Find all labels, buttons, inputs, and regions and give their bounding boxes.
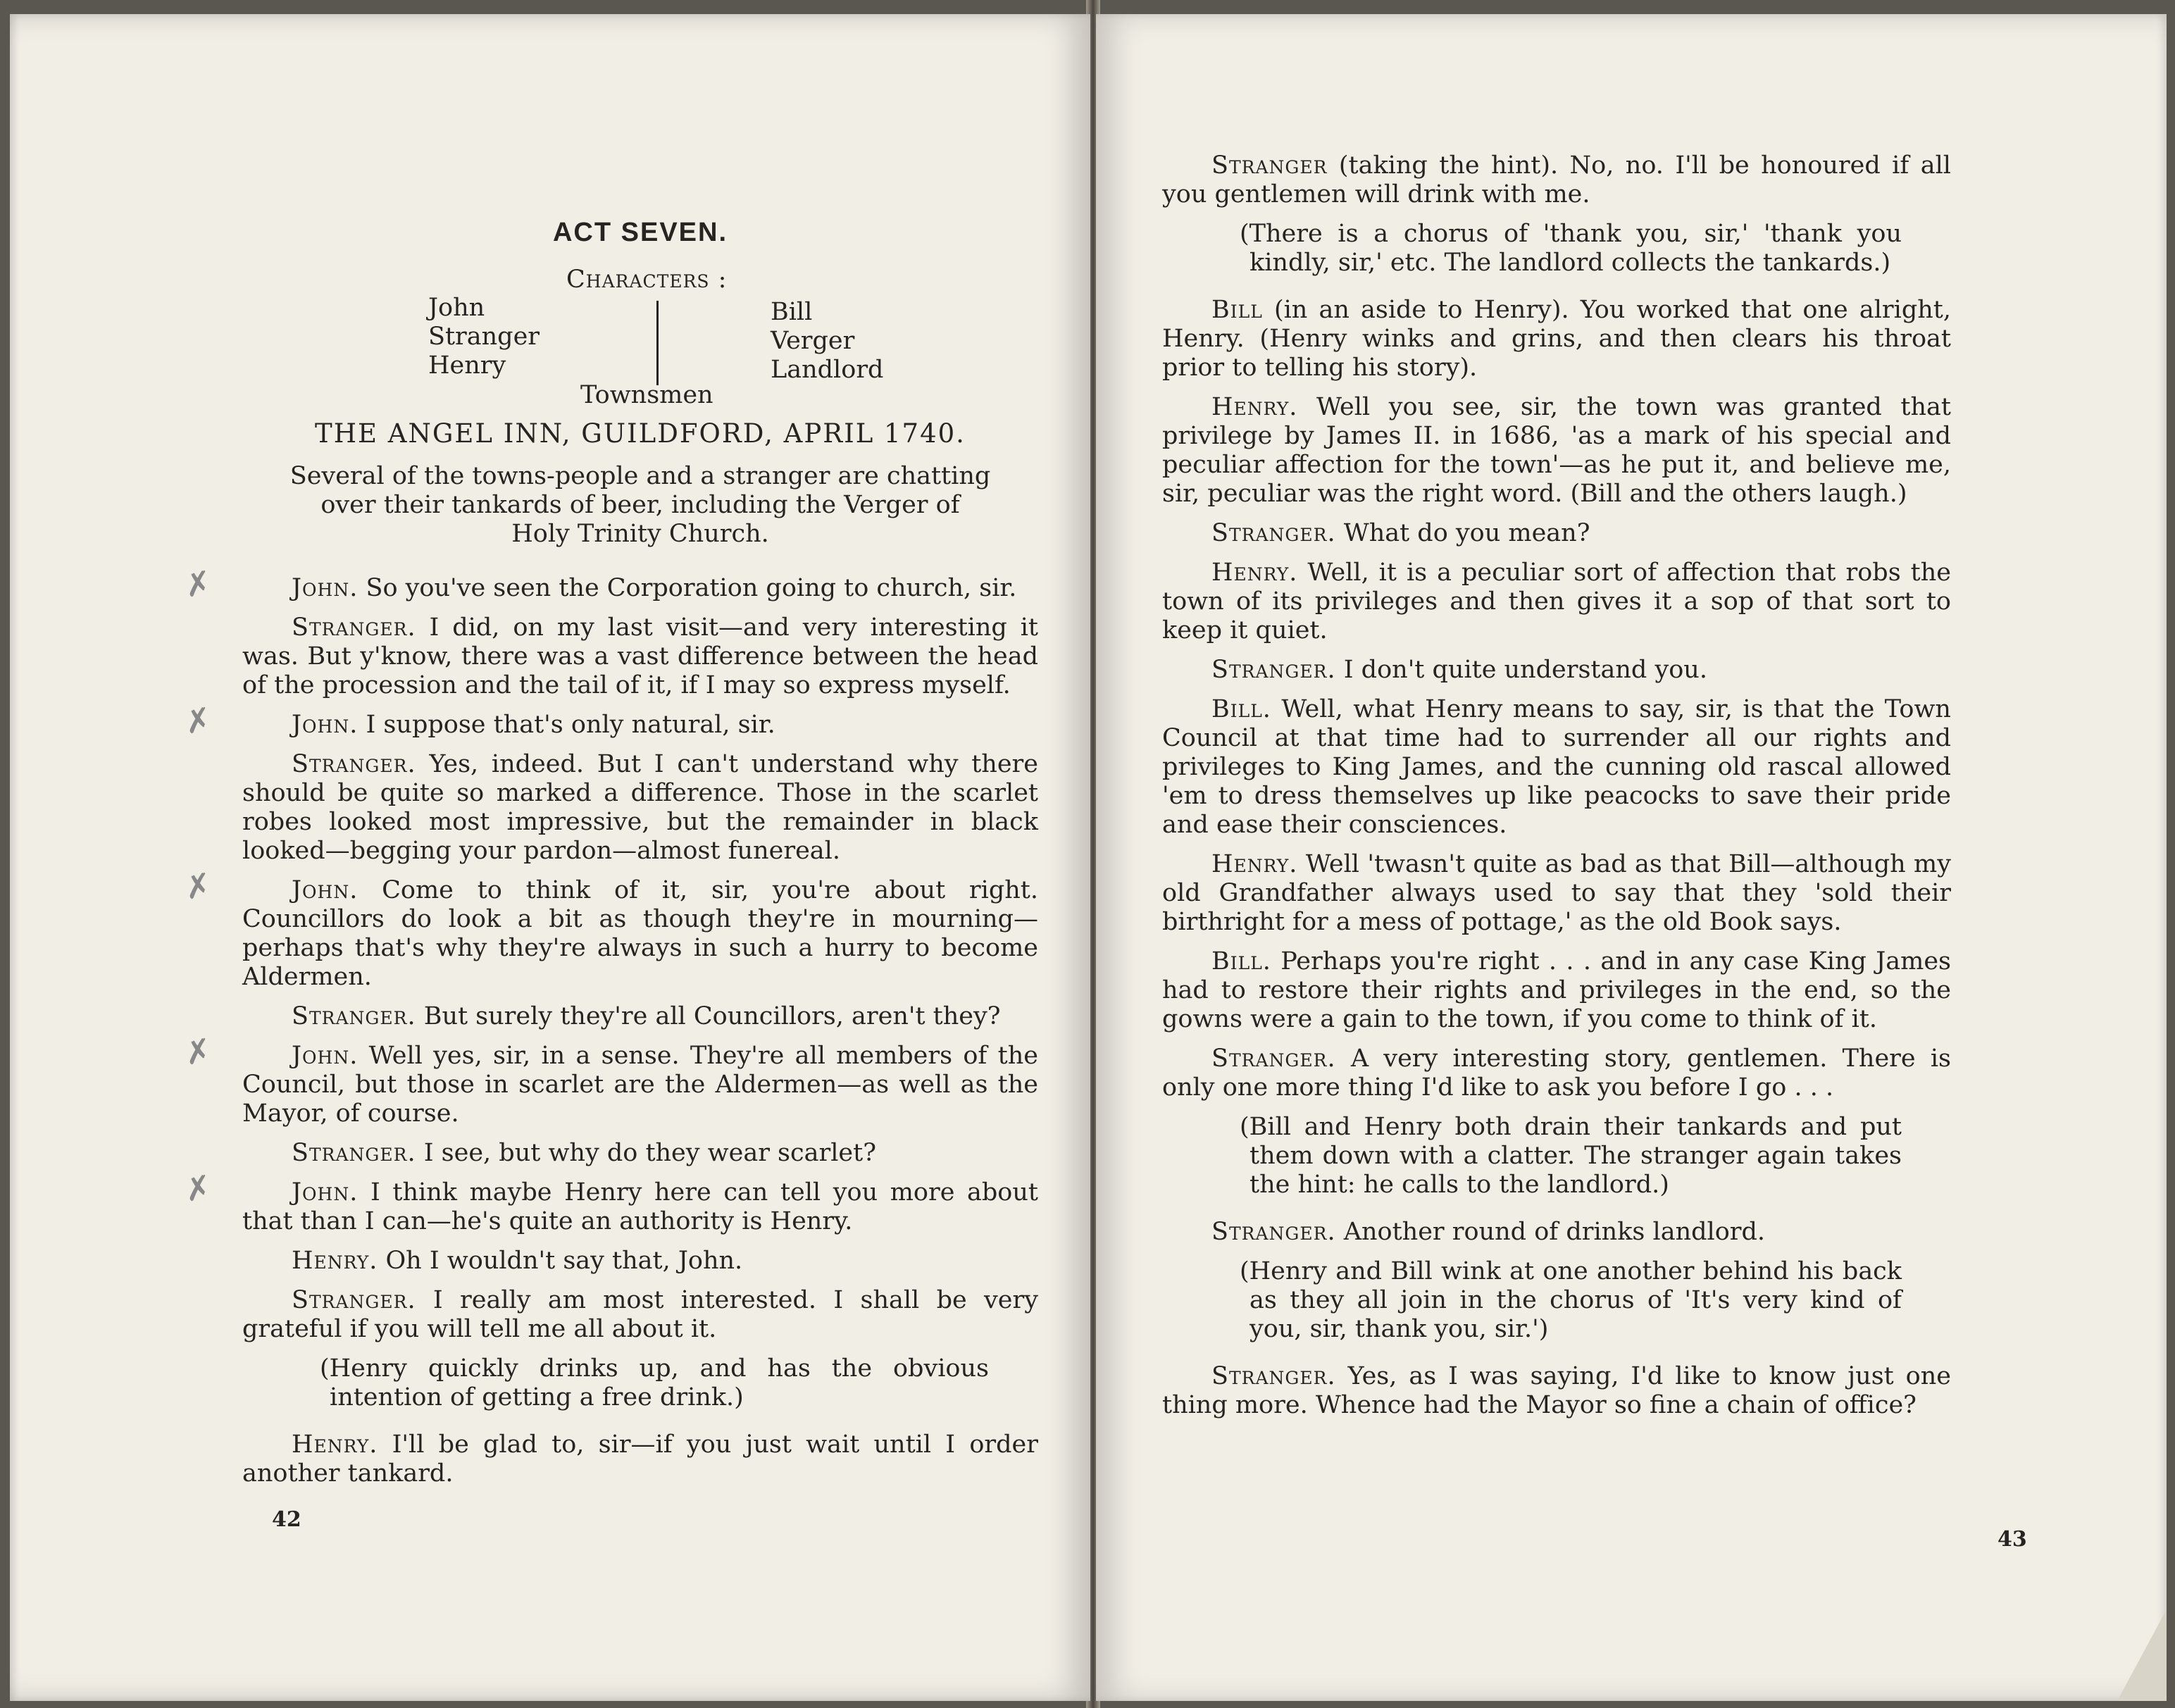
page-number: 43 [1998, 1527, 2027, 1552]
speaker-name: Bill. [1211, 695, 1271, 723]
dialogue-line [181, 865, 1038, 992]
act-title: ACT SEVEN. [552, 218, 728, 247]
speaker-name: Stranger. [292, 1139, 416, 1167]
speaker-name: John. [292, 711, 359, 739]
dialogue-line [1162, 519, 1951, 548]
speaker-name: Bill. [1211, 947, 1271, 975]
dialogue-line [181, 563, 1038, 605]
pencil-mark: ✗ [181, 1030, 215, 1073]
dialogue-line [1162, 1045, 1951, 1102]
stage-direction: (Bill and Henry both drain their tankards and put them down with a clatter. The stranger again takes the hint: he calls to the landlord.) [1240, 1113, 1902, 1199]
stage-direction: (Henry and Bill wink at one another behind his back as they all join in the chorus of 'It's very kind of you, sir, thank you, sir.') [1240, 1257, 1902, 1343]
speaker-name: Stranger. [292, 750, 416, 778]
dialogue-text: I really am most interested. I shall be very grateful if you will tell me all about it. [242, 1286, 1038, 1343]
dialogue-line [1162, 656, 1951, 685]
dialogue-line [242, 1286, 1038, 1344]
speaker-name: Henry. [1211, 393, 1298, 421]
dialogue-text: Well yes, sir, in a sense. They're all members of the Council, but those in scarlet are the Aldermen—as well as the Mayor, of course. [242, 1042, 1038, 1128]
scene-intro: Several of the towns-people and a stranger are chatting over their tankards of beer, including the Verger of Holy Trinity Church. [289, 462, 991, 548]
left-page [10, 14, 1090, 1701]
character-name: Verger [771, 327, 855, 355]
speaker-name: Bill [1211, 296, 1263, 324]
speaker-name: Henry. [1211, 559, 1298, 587]
character-list [242, 266, 1038, 413]
dialogue-text: Come to think of it, sir, you're about right. Councillors do look a bit as though they're in mourning—perhaps that's why they're always in such a hurry to become Aldermen. [242, 876, 1038, 991]
dialogue-text: I think maybe Henry here can tell you more about that than I can—he's quite an authority is Henry. [242, 1178, 1038, 1235]
speaker-name: Henry. [292, 1430, 378, 1459]
dialogue-text: Yes, indeed. But I can't understand why there should be quite so marked a difference. Those in the scarlet robes looked most impressive, but the remainder in black looked—begging your pardon—almost funereal. [242, 750, 1038, 865]
dialogue-text: Well 'twasn't quite as bad as that Bill—although my old Grandfather always used to say that they 'sold their birthright for a mess of pottage,' as the old Book says. [1162, 850, 1951, 936]
speaker-name: Stranger. [1211, 519, 1336, 547]
speaker-name: John. [292, 1042, 359, 1070]
dialogue-text: (taking the hint). No, no. I'll be honoured if all you gentlemen will drink with me. [1162, 151, 1951, 208]
character-divider [656, 301, 659, 385]
dialogue-text: Another round of drinks landlord. [1343, 1218, 1766, 1246]
dialogue-text: I'll be glad to, sir—if you just wait until I order another tankard. [242, 1430, 1038, 1488]
folded-page-corner [2117, 1609, 2167, 1701]
character-name: Stranger [428, 323, 540, 351]
dialogue-text: (in an aside to Henry). You worked that one alright, Henry. (Henry winks and grins, and then clears his throat prior to telling his story). [1162, 296, 1951, 382]
speaker-name: John. [292, 1178, 359, 1207]
right-page [1096, 14, 2167, 1701]
speaker-name: Stranger. [1211, 656, 1336, 684]
left-page-text [181, 204, 1038, 1499]
dialogue-line [1162, 559, 1951, 645]
dialogue-line [181, 699, 1038, 742]
dialogue-line [1162, 1362, 1951, 1420]
stage-direction: (Henry quickly drinks up, and has the obvious intention of getting a free drink.) [320, 1354, 989, 1411]
dialogue-line [242, 750, 1038, 866]
dialogue-text: I see, but why do they wear scarlet? [423, 1139, 876, 1167]
dialogue-line [242, 613, 1038, 700]
speaker-name: Stranger. [292, 613, 416, 642]
dialogue-text: A very interesting story, gentlemen. There is only one more thing I'd like to ask you before I go . . . [1162, 1045, 1951, 1102]
character-name: Henry [428, 351, 506, 380]
dialogue-text: Oh I wouldn't say that, John. [385, 1247, 743, 1275]
dialogue-text: Well, what Henry means to say, sir, is that the Town Council at that time had to surrender all our rights and privileges to King James, and the cunning old rascal allowed 'em to dress themselves up like peacocks to save their pride and ease their consciences. [1162, 695, 1951, 839]
page-number: 42 [272, 1507, 301, 1532]
characters-heading: Characters : [566, 266, 728, 294]
right-page-text [1162, 151, 1951, 1430]
pencil-mark: ✗ [181, 1167, 215, 1209]
characters-left-column [428, 294, 540, 380]
speaker-name: Stranger. [1211, 1045, 1336, 1073]
dialogue-line [1162, 393, 1951, 509]
dialogue-line [1162, 947, 1951, 1034]
dialogue-text: Well you see, sir, the town was granted that privilege by James II. in 1686, 'as a mark of his special and peculiar affection for the town'—as he put it, and believe me, sir, peculiar was the right word. (Bill and the others laugh.) [1162, 393, 1951, 508]
speaker-name: Henry. [1211, 850, 1298, 878]
characters-right-column [771, 298, 883, 385]
dialogue-line [1162, 695, 1951, 840]
speaker-name: Stranger [1211, 151, 1328, 180]
scene-setting: THE ANGEL INN, GUILDFORD, APRIL 1740. [315, 418, 966, 449]
dialogue-text: I don't quite understand you. [1343, 656, 1707, 684]
pencil-mark: ✗ [181, 563, 215, 605]
dialogue-line [1162, 850, 1951, 937]
dialogue-line [242, 1139, 1038, 1168]
dialogue-line [181, 1030, 1038, 1128]
dialogue-line [242, 1247, 1038, 1276]
speaker-name: Stranger. [1211, 1362, 1336, 1390]
speaker-name: Henry. [292, 1247, 378, 1275]
pencil-mark: ✗ [181, 699, 215, 742]
dialogue-line [242, 1002, 1038, 1031]
character-name: John [428, 294, 485, 322]
dialogue-text: What do you mean? [1343, 519, 1590, 547]
dialogue-text: Yes, as I was saying, I'd like to know just one thing more. Whence had the Mayor so fine a chain of office? [1162, 1362, 1951, 1419]
dialogue-text: I did, on my last visit—and very interesting it was. But y'know, there was a vast difference between the head of the procession and the tail of it, if I may so express myself. [242, 613, 1038, 699]
dialogue-line [1162, 151, 1951, 209]
speaker-name: Stranger. [1211, 1218, 1336, 1246]
dialogue-line [1162, 296, 1951, 382]
character-townsmen: Townsmen [580, 381, 713, 409]
speaker-name: Stranger. [292, 1002, 416, 1030]
speaker-name: John. [292, 574, 359, 602]
speaker-name: John. [292, 876, 359, 904]
dialogue-line [181, 1167, 1038, 1236]
dialogue-line [242, 1430, 1038, 1488]
stage-direction: (There is a chorus of 'thank you, sir,' 'thank you kindly, sir,' etc. The landlord collects the tankards.) [1240, 220, 1902, 277]
dialogue-text: But surely they're all Councillors, aren't they? [423, 1002, 1001, 1030]
character-name: Landlord [771, 356, 884, 384]
dialogue-text: Well, it is a peculiar sort of affection that robs the town of its privileges and then gives it a sop of that sort to keep it quiet. [1162, 559, 1951, 644]
character-name: Bill [771, 298, 813, 326]
dialogue-text: So you've seen the Corporation going to church, sir. [366, 574, 1017, 602]
dialogue-line [1162, 1218, 1951, 1247]
dialogue-text: I suppose that's only natural, sir. [366, 711, 775, 739]
speaker-name: Stranger. [292, 1286, 416, 1314]
pencil-mark: ✗ [181, 865, 215, 907]
dialogue-text: Perhaps you're right . . . and in any case King James had to restore their rights and privileges in the end, so the gowns were a gain to the town, if you come to think of it. [1162, 947, 1951, 1033]
